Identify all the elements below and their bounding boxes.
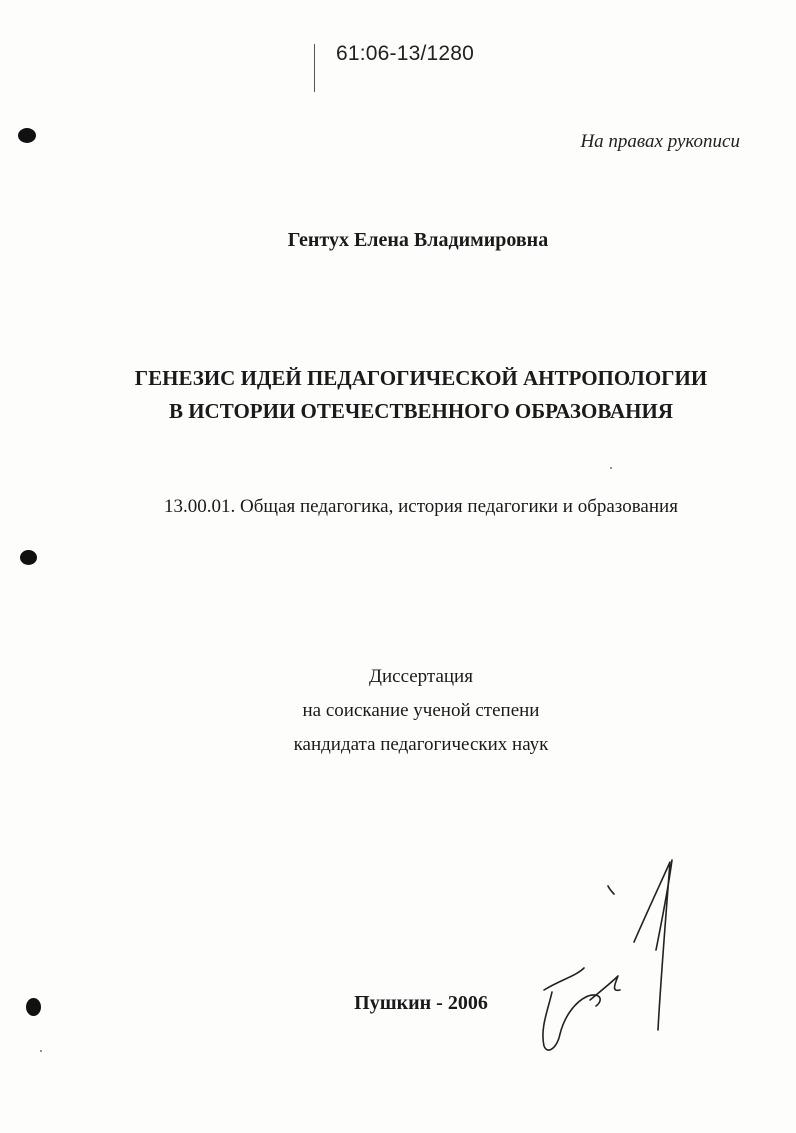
degree-line-3: кандидата педагогических наук [293, 734, 549, 755]
title-line-1: ГЕНЕЗИС ИДЕЙ ПЕДАГОГИЧЕСКОЙ АНТРОПОЛОГИИ [134, 366, 708, 390]
specialty-code: 13.00.01. Общая педагогика, история педагогики и образования [164, 496, 678, 517]
author-name: Гентух Елена Владимировна [287, 229, 549, 251]
degree-line-1: Диссертация [369, 666, 473, 687]
stamp-divider [314, 44, 315, 92]
city-year: Пушкин - 2006 [354, 992, 488, 1014]
punch-hole-mark-top [18, 128, 36, 143]
title-line-2: В ИСТОРИИ ОТЕЧЕСТВЕННОГО ОБРАЗОВАНИЯ [168, 399, 674, 423]
archive-number: 61:06-13/1280 [336, 42, 475, 65]
degree-line-2: на соискание ученой степени [302, 700, 540, 721]
paper-speck [610, 467, 612, 469]
punch-hole-mark-middle [20, 550, 37, 565]
handwritten-signature [530, 850, 690, 1060]
degree-block [0, 660, 796, 762]
rights-note: На правах рукописи [580, 131, 740, 152]
dissertation-title [0, 362, 796, 428]
paper-speck [40, 1050, 42, 1052]
